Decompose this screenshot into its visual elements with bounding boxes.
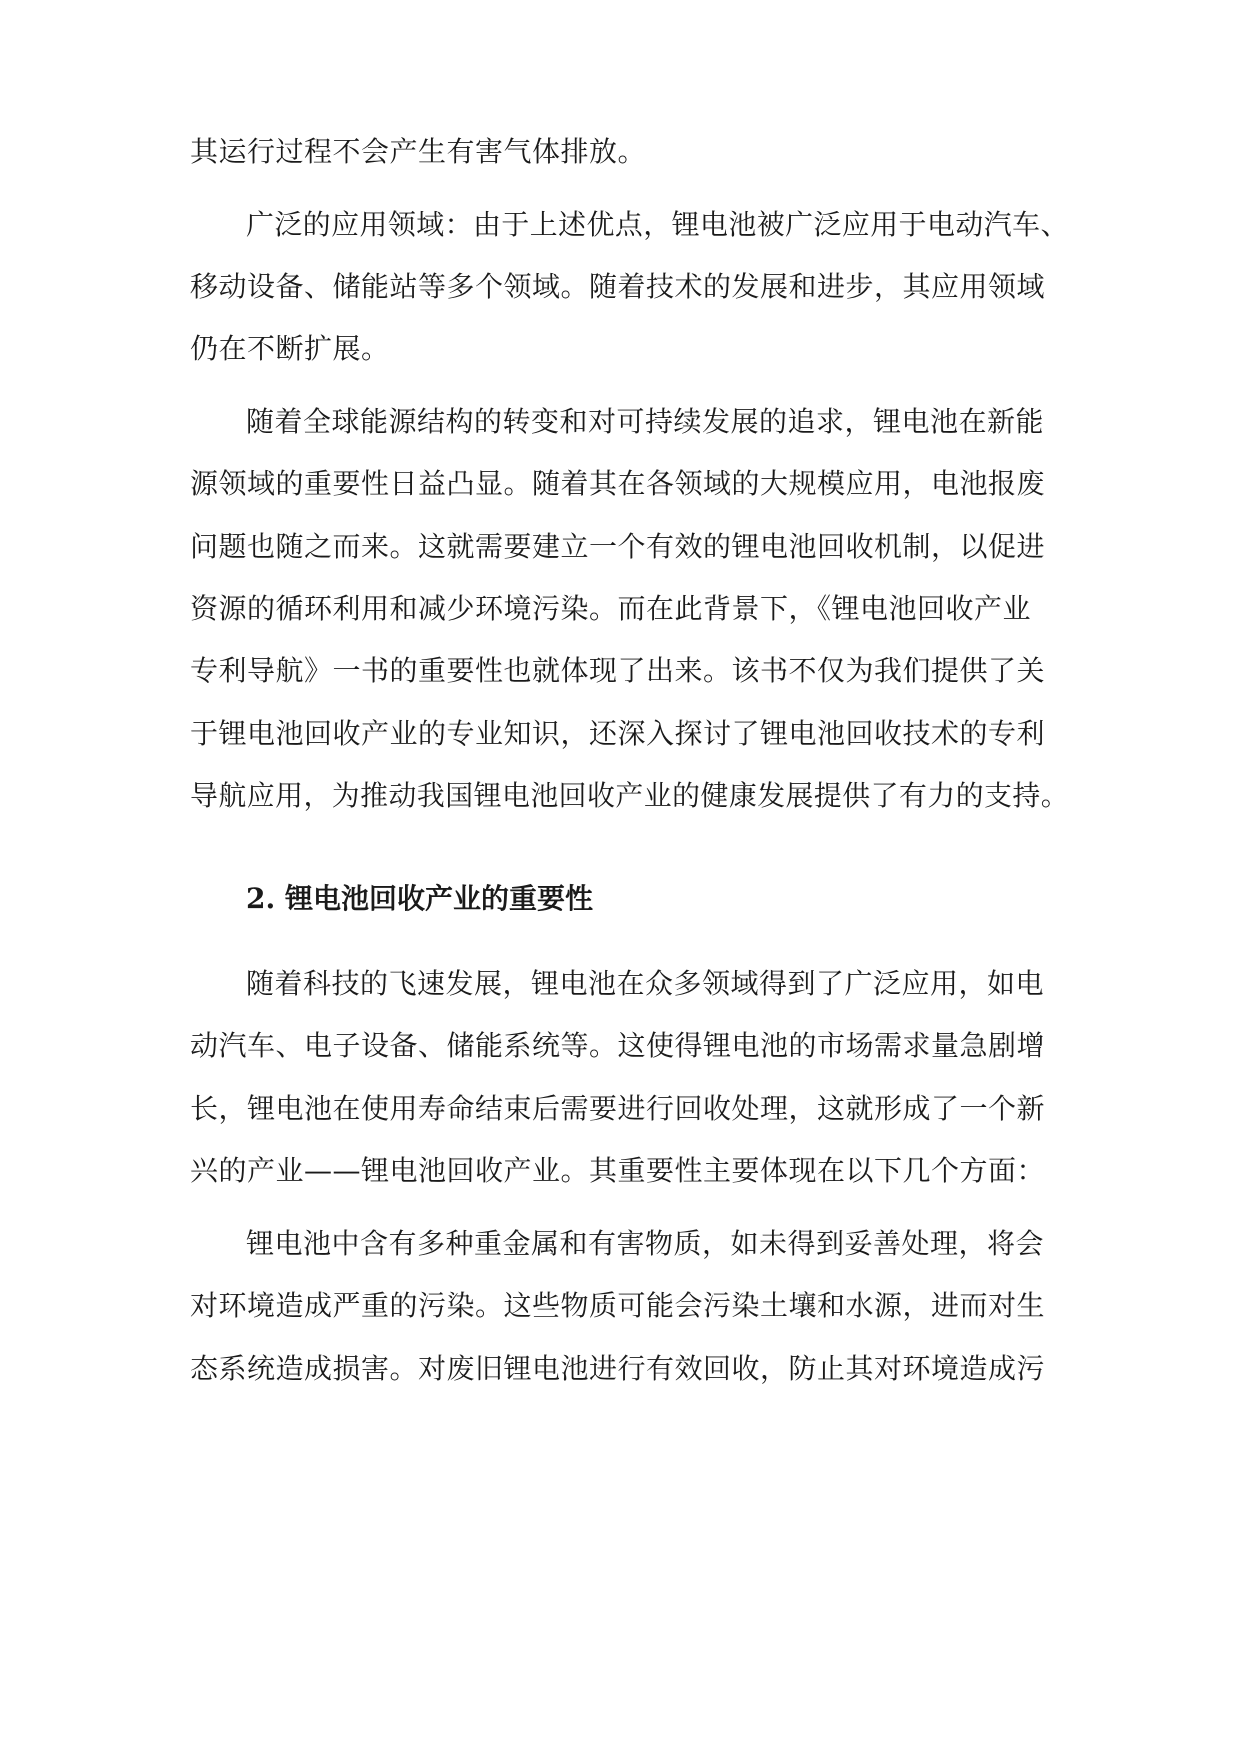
text-line: 其运行过程不会产生有害气体排放。 — [190, 135, 647, 168]
text-line: 锂电池中含有多种重金属和有害物质，如未得到妥善处理，将会 — [246, 1227, 1045, 1260]
text-line: 兴的产业——锂电池回收产业。其重要性主要体现在以下几个方面： — [190, 1154, 1046, 1187]
text-line: 随着科技的飞速发展，锂电池在众多领域得到了广泛应用，如电 — [246, 967, 1045, 1000]
text-line: 移动设备、储能站等多个领域。随着技术的发展和进步，其应用领域 — [190, 270, 1046, 303]
text-line: 广泛的应用领域：由于上述优点，锂电池被广泛应用于电动汽车、 — [246, 208, 1069, 241]
text-line: 问题也随之而来。这就需要建立一个有效的锂电池回收机制，以促进 — [190, 530, 1046, 563]
text-line: 长，锂电池在使用寿命结束后需要进行回收处理，这就形成了一个新 — [190, 1092, 1046, 1125]
text-line: 随着全球能源结构的转变和对可持续发展的追求，锂电池在新能 — [246, 405, 1045, 438]
text-line: 源领域的重要性日益凸显。随着其在各领域的大规模应用，电池报废 — [190, 467, 1046, 500]
text-line: 资源的循环利用和减少环境污染。而在此背景下，《锂电池回收产业 — [190, 592, 1032, 625]
text-line: 态系统造成损害。对废旧锂电池进行有效回收，防止其对环境造成污 — [190, 1352, 1046, 1385]
section-heading: 2. 锂电池回收产业的重要性 — [246, 882, 593, 915]
text-line: 动汽车、电子设备、储能系统等。这使得锂电池的市场需求量急剧增 — [190, 1029, 1046, 1062]
text-line: 导航应用，为推动我国锂电池回收产业的健康发展提供了有力的支持。 — [190, 779, 1070, 812]
text-line: 于锂电池回收产业的专业知识，还深入探讨了锂电池回收技术的专利 — [190, 717, 1046, 750]
text-line: 专利导航》一书的重要性也就体现了出来。该书不仅为我们提供了关 — [190, 654, 1046, 687]
text-line: 对环境造成严重的污染。这些物质可能会污染土壤和水源，进而对生 — [190, 1289, 1046, 1322]
text-line: 仍在不断扩展。 — [190, 332, 390, 365]
